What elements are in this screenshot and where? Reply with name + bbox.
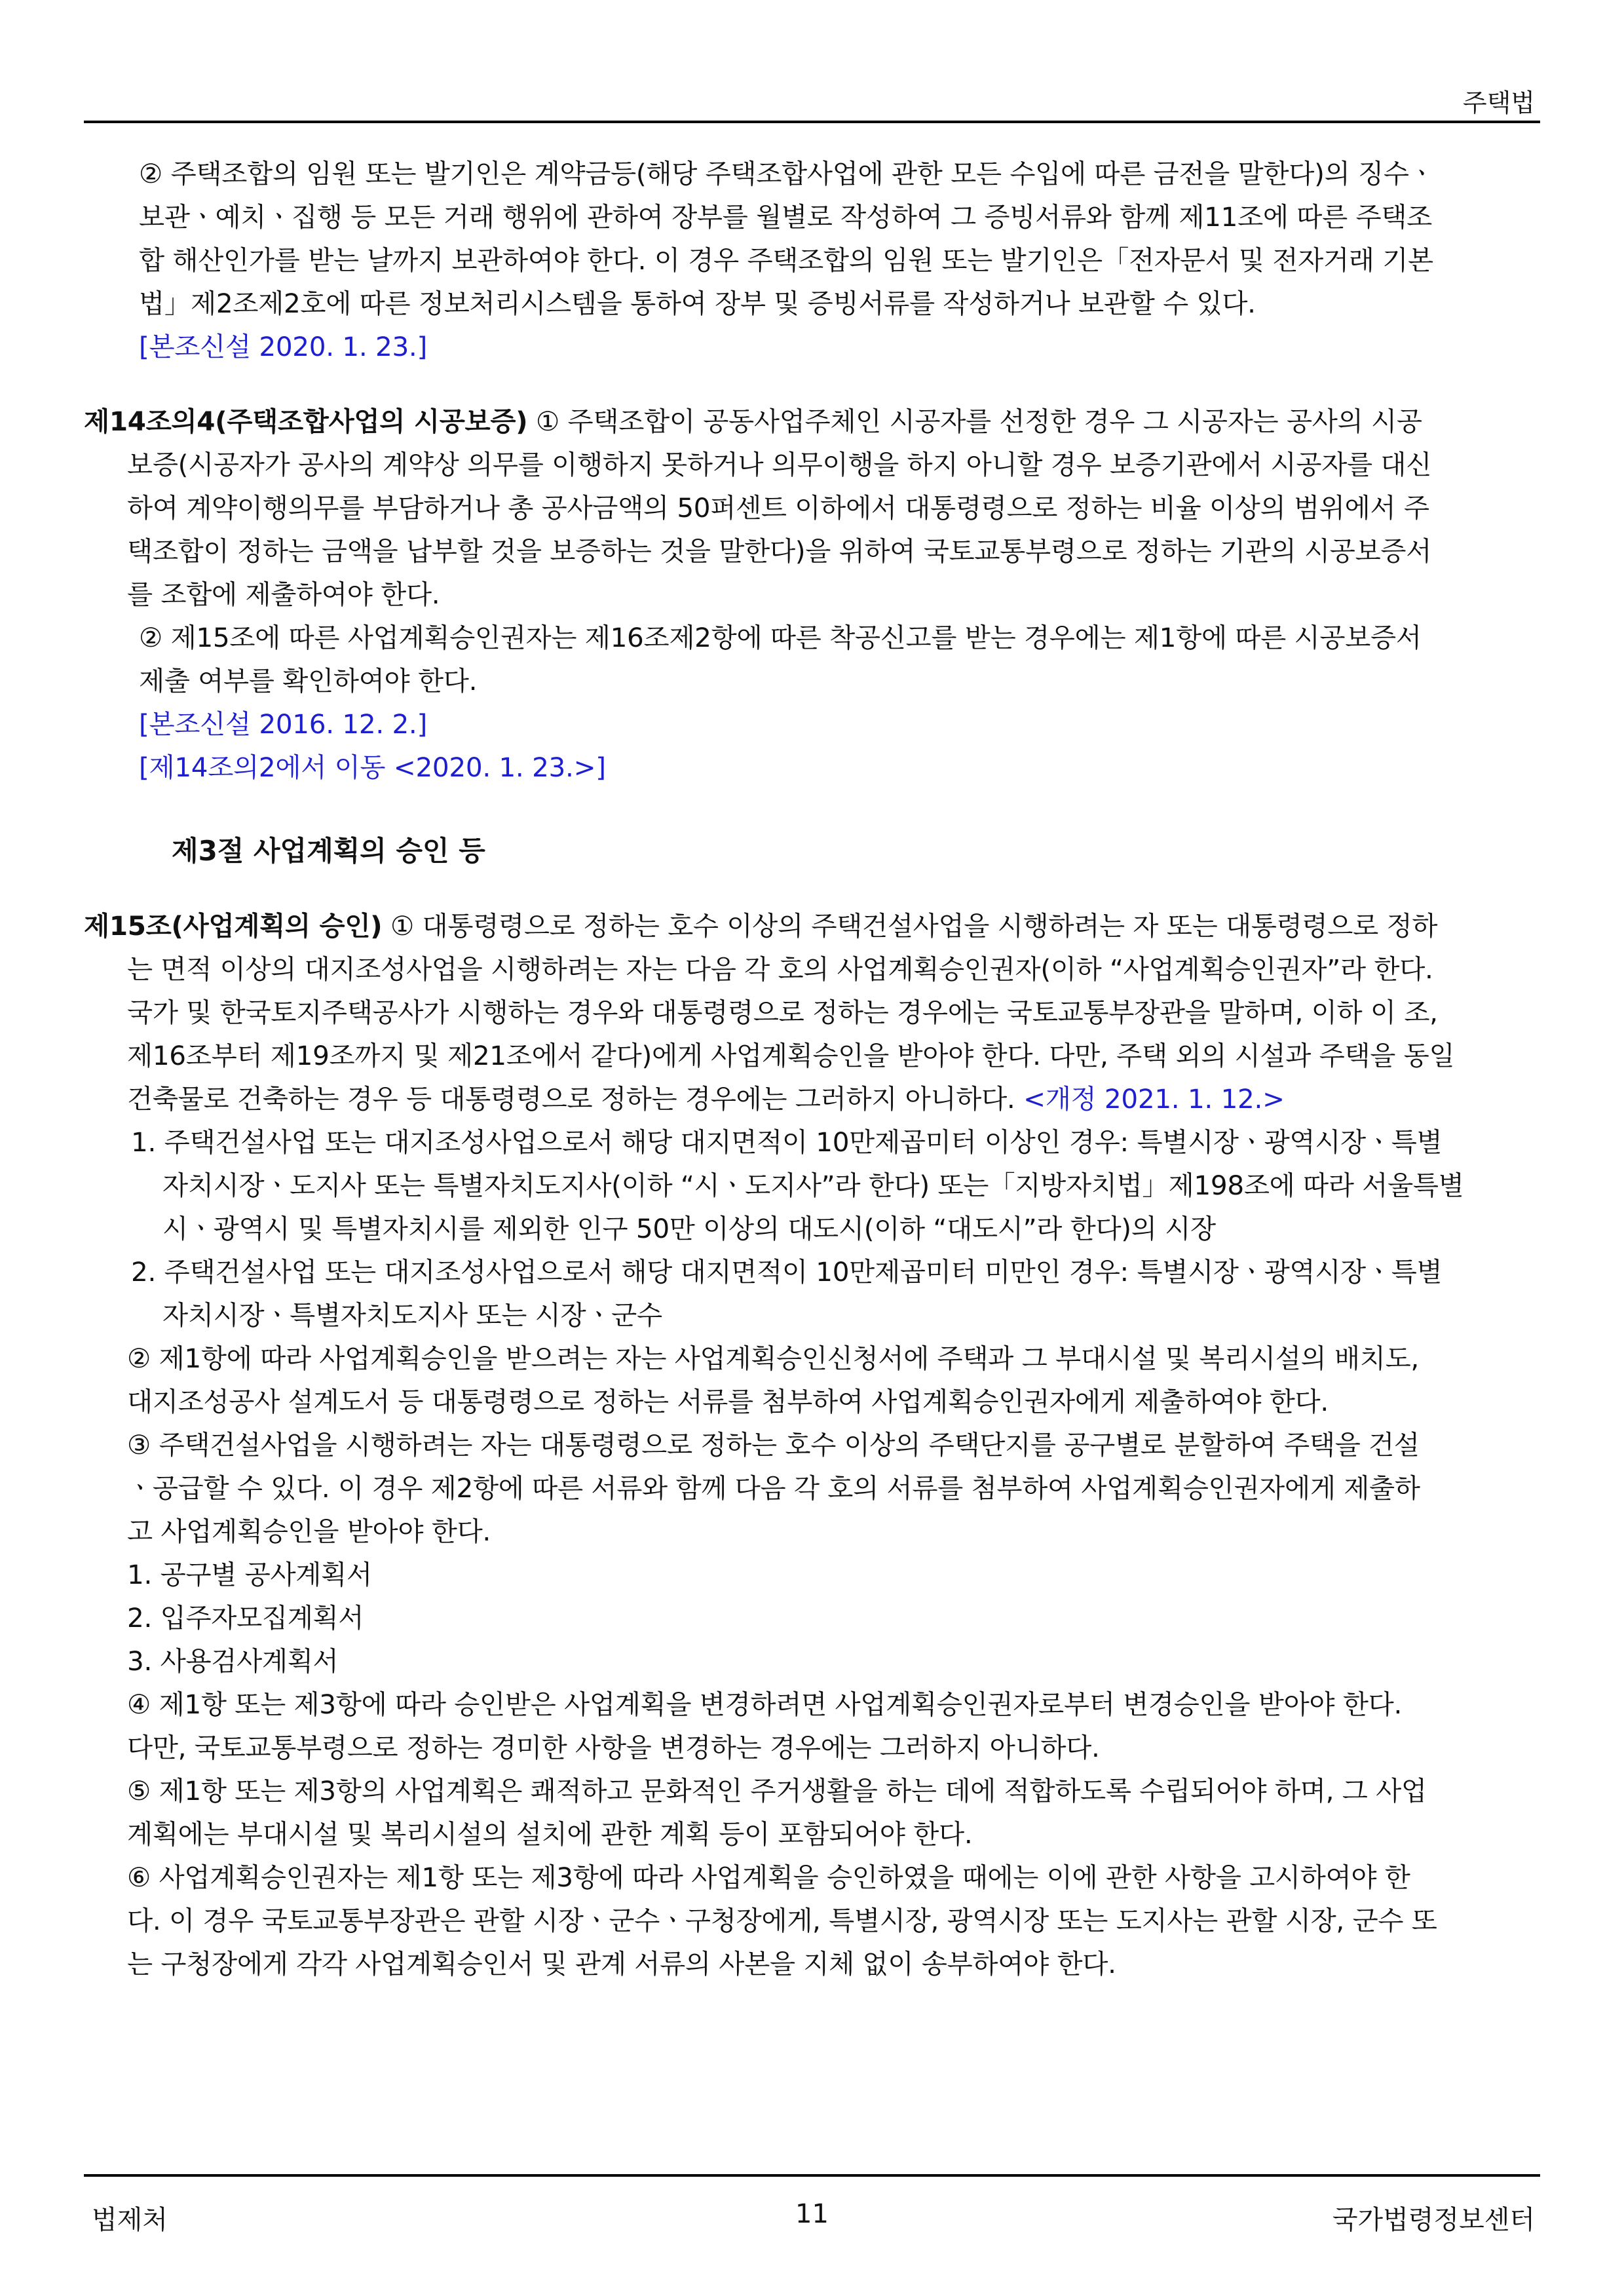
paragraph-text: 건축물로 건축하는 경우 등 대통령령으로 정하는 경우에는 그러하지 아니하다. [127,1083,1024,1115]
relocation-note: [제14조의2에서 이동 <2020. 1. 23.>] [139,752,606,783]
article-heading: 제14조의4(주택조합사업의 시공보증) [84,406,528,437]
item-line: 2. 주택건설사업 또는 대지조성사업으로서 해당 대지면적이 10만제곱미터 미만인 경우: 특별시장ㆍ광역시장ㆍ특별 [131,1256,1443,1288]
item-line: 1. 공구별 공사계획서 [127,1559,372,1590]
paragraph-line: 대지조성공사 설계도서 등 대통령령으로 정하는 서류를 첨부하여 사업계획승인권자에게 제출하여야 한다. [127,1386,1329,1417]
page-header [84,77,1540,123]
paragraph-line: 하여 계약이행의무를 부담하거나 총 공사금액의 50퍼센트 이하에서 대통령령으로 정하는 비율 이상의 범위에서 주 [127,492,1429,524]
paragraph-line: 제16조부터 제19조까지 및 제21조에서 같다)에게 사업계획승인을 받아야 한다. 다만, 주택 외의 시설과 주택을 동일 [127,1040,1455,1071]
paragraph-line: 제출 여부를 확인하여야 한다. [139,665,478,697]
law-title: 주택법 [1462,88,1535,117]
page-number: 11 [795,2199,829,2229]
paragraph-line: 다. 이 경우 국토교통부장관은 관할 시장ㆍ군수ㆍ구청장에게, 특별시장, 광역시장 또는 도지사는 관할 시장, 군수 또 [127,1905,1437,1936]
paragraph-text: ① 주택조합이 공동사업주체인 시공자를 선정한 경우 그 시공자는 공사의 시공 [527,406,1422,437]
paragraph-line: 는 면적 이상의 대지조성사업을 시행하려는 자는 다음 각 호의 사업계획승인권자(이하 “사업계획승인권자”라 한다. [127,953,1433,985]
paragraph-text: ① 대통령령으로 정하는 호수 이상의 주택건설사업을 시행하려는 자 또는 대통령령으로 정하 [382,910,1438,942]
paragraph-line: ㆍ공급할 수 있다. 이 경우 제2항에 따른 서류와 함께 다음 각 호의 서류를 첨부하여 사업계획승인권자에게 제출하 [127,1472,1420,1504]
article-14-3-tail [84,152,1555,368]
paragraph-line: 법」제2조제2호에 따른 정보처리시스템을 통하여 장부 및 증빙서류를 작성하거나 보관할 수 있다. [139,288,1256,319]
amendment-note: <개정 2021. 1. 12.> [1023,1083,1285,1115]
page-footer [84,2174,1540,2235]
enactment-note: [본조신설 2020. 1. 23.] [139,331,428,362]
paragraph-line: ④ 제1항 또는 제3항에 따라 승인받은 사업계획을 변경하려면 사업계획승인권자로부터 변경승인을 받아야 한다. [127,1689,1403,1720]
enactment-note: [본조신설 2016. 12. 2.] [139,708,428,740]
paragraph-line: 다만, 국토교통부령으로 정하는 경미한 사항을 변경하는 경우에는 그러하지 아니하다. [127,1732,1100,1763]
paragraph-line: ② 주택조합의 임원 또는 발기인은 계약금등(해당 주택조합사업에 관한 모든 수입에 따른 금전을 말한다)의 징수ㆍ [139,158,1435,189]
paragraph-line: ② 제15조에 따른 사업계획승인권자는 제16조제2항에 따른 착공신고를 받는 경우에는 제1항에 따른 시공보증서 [139,622,1422,653]
publisher-name: 법제처 [92,2205,168,2235]
paragraph-line: 국가 및 한국토지주택공사가 시행하는 경우와 대통령령으로 정하는 경우에는 국토교통부장관을 말하며, 이하 이 조, [127,997,1438,1028]
item-line: 자치시장ㆍ도지사 또는 특별자치도지사(이하 “시ㆍ도지사”라 한다) 또는「지방자치법」제198조에 따라 서울특별 [162,1170,1464,1201]
paragraph-line: 택조합이 정하는 금액을 납부할 것을 보증하는 것을 말한다)을 위하여 국토교통부령으로 정하는 기관의 시공보증서 [127,535,1432,567]
paragraph-line: ⑥ 사업계획승인권자는 제1항 또는 제3항에 따라 사업계획을 승인하였을 때에는 이에 관한 사항을 고시하여야 한 [127,1862,1410,1893]
document-body [84,152,1555,1985]
section-title: 제3절 사업계획의 승인 등 [172,835,485,867]
item-line: 자치시장ㆍ특별자치도지사 또는 시장ㆍ군수 [162,1299,662,1331]
paragraph-line: ⑤ 제1항 또는 제3항의 사업계획은 쾌적하고 문화적인 주거생활을 하는 데에 적합하도록 수립되어야 하며, 그 사업 [127,1775,1427,1807]
article-15 [84,904,1555,1985]
paragraph-line: ③ 주택건설사업을 시행하려는 자는 대통령령으로 정하는 호수 이상의 주택단지를 공구별로 분할하여 주택을 건설 [127,1429,1420,1461]
paragraph-line: 를 조합에 제출하여야 한다. [127,579,440,610]
paragraph-line: ② 제1항에 따라 사업계획승인을 받으려는 자는 사업계획승인신청서에 주택과 그 부대시설 및 복리시설의 배치도, [127,1343,1419,1374]
item-line: 1. 주택건설사업 또는 대지조성사업으로서 해당 대지면적이 10만제곱미터 이상인 경우: 특별시장ㆍ광역시장ㆍ특별 [131,1126,1443,1158]
article-first-line [84,400,1555,443]
article-14-4 [84,400,1555,789]
paragraph-line: 보관ㆍ예치ㆍ집행 등 모든 거래 행위에 관하여 장부를 월별로 작성하여 그 증빙서류와 함께 제11조에 따른 주택조 [139,201,1432,233]
paragraph-line [84,1077,1555,1120]
article-first-line [84,904,1555,947]
item-line: 시ㆍ광역시 및 특별자치시를 제외한 인구 50만 이상의 대도시(이하 “대도시”라 한다)의 시장 [162,1213,1216,1244]
paragraph-line: 는 구청장에게 각각 사업계획승인서 및 관계 서류의 사본을 지체 없이 송부하여야 한다. [127,1948,1116,1980]
paragraph-line: 보증(시공자가 공사의 계약상 의무를 이행하지 못하거나 의무이행을 하지 아니할 경우 보증기관에서 시공자를 대신 [127,449,1432,480]
article-heading: 제15조(사업계획의 승인) [84,910,383,942]
item-line: 2. 입주자모집계획서 [127,1602,364,1634]
center-name: 국가법령정보센터 [1332,2205,1535,2235]
paragraph-line: 계획에는 부대시설 및 복리시설의 설치에 관한 계획 등이 포함되어야 한다. [127,1818,973,1850]
paragraph-line: 고 사업계획승인을 받아야 한다. [127,1516,491,1547]
item-line: 3. 사용검사계획서 [127,1645,339,1677]
paragraph-line: 합 해산인가를 받는 날까지 보관하여야 한다. 이 경우 주택조합의 임원 또는 발기인은「전자문서 및 전자거래 기본 [139,244,1433,276]
